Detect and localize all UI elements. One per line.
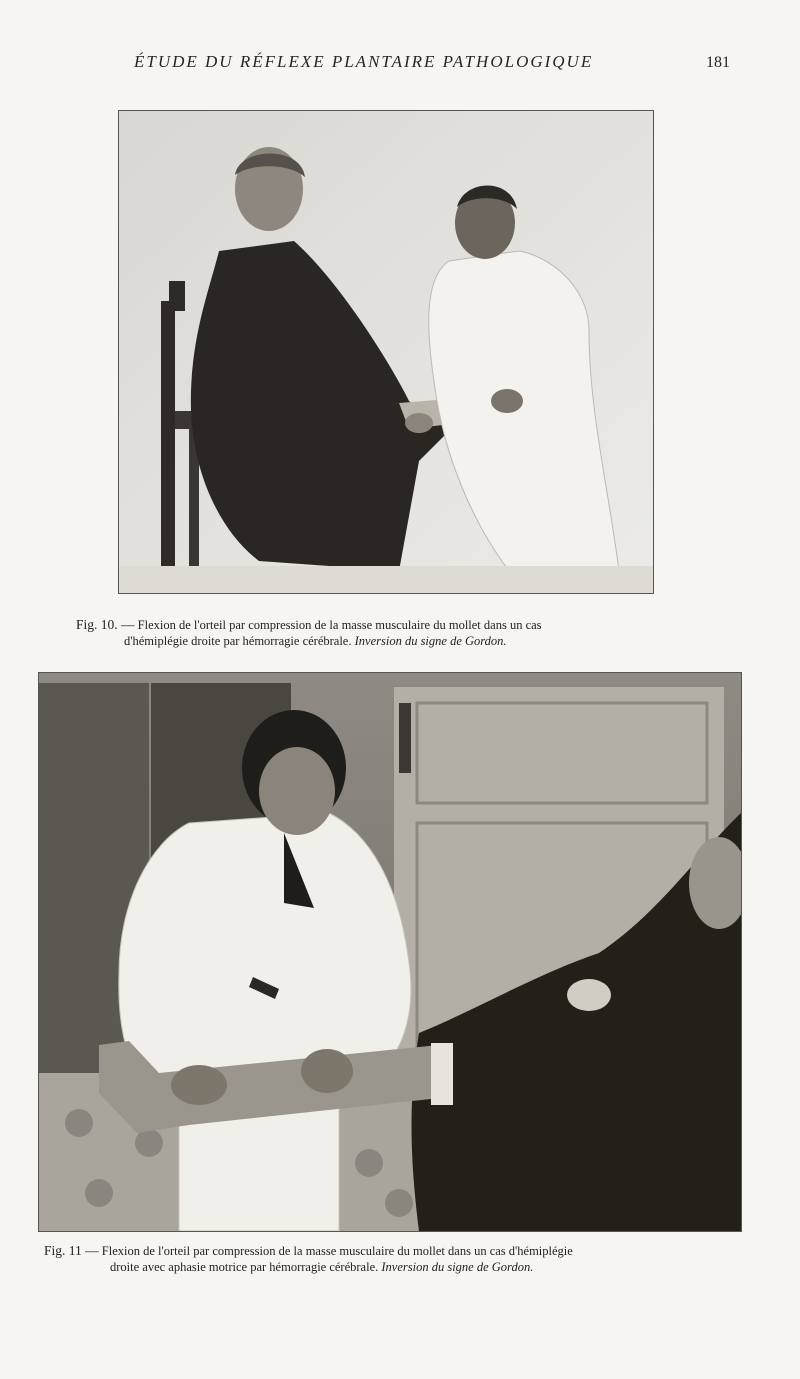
running-title: ÉTUDE DU RÉFLEXE PLANTAIRE PATHOLOGIQUE <box>134 52 594 71</box>
figure-11-caption-line1: Flexion de l'orteil par compression de la masse musculaire du mollet dans un cas d'hémiplégie <box>101 1244 573 1258</box>
figure-10-caption-line1: Flexion de l'orteil par compression de la masse musculaire du mollet dans un cas <box>137 618 542 632</box>
chair-back-post <box>161 301 175 586</box>
figure-11-caption-italic: Inversion du signe de Gordon. <box>381 1260 534 1274</box>
figure-10-caption-italic: Inversion du signe de Gordon. <box>354 634 507 648</box>
figure-10-label: Fig. 10. — <box>76 617 135 632</box>
nurse-face <box>259 747 335 835</box>
figure-10-caption <box>76 617 716 649</box>
figure-11-caption <box>44 1243 744 1275</box>
figure-10-caption-line2: d'hémiplégie droite par hémorragie cérébrale. <box>124 634 352 648</box>
page-number: 181 <box>706 54 730 71</box>
figure-11-photograph <box>38 672 742 1232</box>
figure-10-photograph <box>118 110 654 594</box>
figure-11-label: Fig. 11 — <box>44 1243 99 1258</box>
figure-11-caption-line2: droite avec aphasie motrice par hémorragie cérébrale. <box>110 1260 379 1274</box>
